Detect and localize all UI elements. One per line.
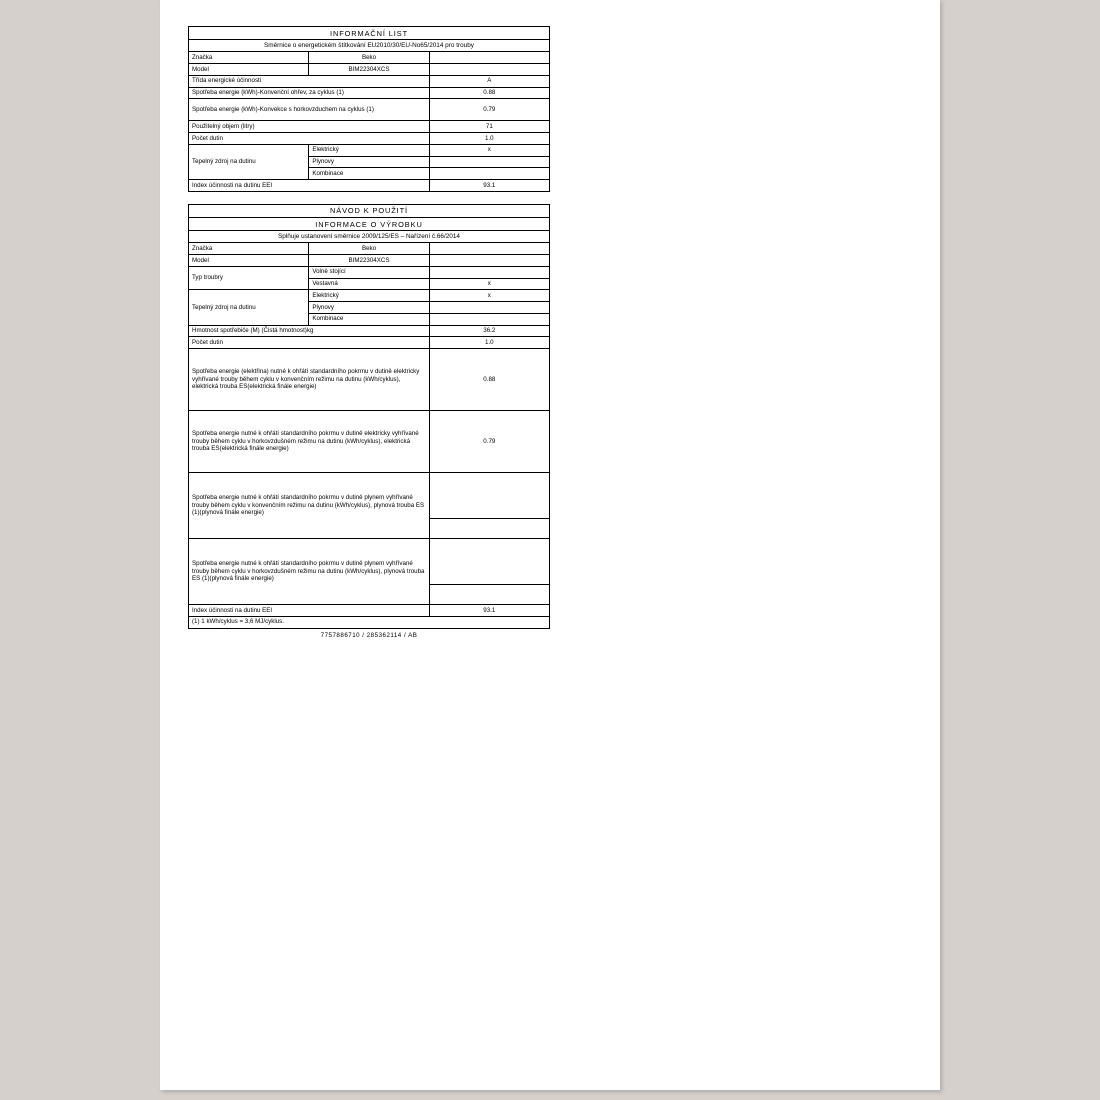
row-extra-model-2 — [429, 255, 549, 267]
table-row — [189, 99, 550, 121]
table-row — [189, 121, 550, 133]
row-label-model: Model — [189, 64, 309, 76]
footnote: (1) 1 kWh/cyklus = 3,6 MJ/cyklus. — [189, 616, 550, 628]
consumption-label-gas-conventional: Spotřeba energie nutné k ohřátí standardního pokrmu v dutině plynem vyhřívané trouby během cyklu v konvenčním režimu na dutinu (kWh/cyklus), plynová trouba ES (1)(plynová finále energie) — [189, 473, 430, 539]
oven-type-option-builtin: Vestavná — [309, 278, 429, 290]
document-body — [188, 26, 550, 639]
row-label-model-2: Model — [189, 255, 309, 267]
row-value-conventional: 0.88 — [429, 87, 549, 99]
consumption-label-gas-fan: Spotřeba energie nutné k ohřátí standardního pokrmu v dutině plynem vyhřívané trouby během cyklu v horkovzdušném režimu na dutinu (kWh/cyklus), plynová trouba ES (1)(plynová finále energie) — [189, 539, 430, 605]
table-row — [189, 243, 550, 255]
heat-source-mark-gas-2 — [429, 302, 549, 314]
row-value-fan-forced: 0.79 — [429, 99, 549, 121]
information-sheet-table — [188, 26, 550, 192]
eei-value: 93.1 — [429, 180, 549, 192]
sheet1-title: INFORMAČNÍ LIST — [189, 27, 550, 40]
heat-source-option-gas: Plynovy — [309, 156, 429, 168]
row-value-brand-2: Beko — [309, 243, 429, 255]
consumption-value-electric-fan: 0.79 — [429, 411, 549, 473]
heat-source-mark-electric: x — [429, 144, 549, 156]
heat-source-mark-gas — [429, 156, 549, 168]
sheet1-directive: Směrnice o energetickém štítkování EU2010/30/EU-No65/2014 pro trouby — [189, 40, 550, 52]
sheet2-directive: Splňuje ustanovení směrnice 2009/125/ES – Nařízení č.66/2014 — [189, 231, 550, 243]
consumption-value-electric-conventional: 0.88 — [429, 349, 549, 411]
cavities-value-2: 1.0 — [429, 337, 549, 349]
heat-source-mark-combi-2 — [429, 313, 549, 325]
table-row — [189, 411, 550, 473]
eei-label: Index účinnosti na dutinu EEI — [189, 180, 430, 192]
table-row — [189, 204, 550, 217]
eei-value-2: 93.1 — [429, 605, 549, 617]
row-value-model-2: BIM22304XCS — [309, 255, 429, 267]
sheet2-title: NÁVOD K POUŽITÍ — [189, 204, 550, 217]
cavities-label-2: Počet dutin — [189, 337, 430, 349]
mass-label: Hmotnost spotřebiče (M) (Čistá hmotnost)kg — [189, 325, 430, 337]
heat-source-label-2: Tepelný zdroj na dutinu — [189, 290, 309, 325]
table-row — [189, 75, 550, 87]
heat-source-option-electric-2: Elektrický — [309, 290, 429, 302]
table-spacer — [188, 192, 550, 204]
table-row — [189, 255, 550, 267]
row-value-cavities: 1.0 — [429, 133, 549, 145]
consumption-value-gas-conventional — [429, 473, 549, 519]
table-row — [189, 87, 550, 99]
table-row — [189, 64, 550, 76]
row-label-conventional: Spotřeba energie (kWh)-Konvenční ohřev, za cyklus (1) — [189, 87, 430, 99]
consumption-value-gas-conventional-blank — [429, 519, 549, 539]
row-extra-model — [429, 64, 549, 76]
heat-source-mark-electric-2: x — [429, 290, 549, 302]
heat-source-option-combi: Kombinace — [309, 168, 429, 180]
eei-label-2: Index účinnosti na dutinu EEI — [189, 605, 430, 617]
table-row — [189, 27, 550, 40]
table-row — [189, 349, 550, 411]
row-value-model: BIM22304XCS — [309, 64, 429, 76]
table-row — [189, 133, 550, 145]
table-row — [189, 231, 550, 243]
row-label-brand-2: Značka — [189, 243, 309, 255]
table-row — [189, 290, 550, 302]
oven-type-mark-freestanding — [429, 266, 549, 278]
row-value-volume: 71 — [429, 121, 549, 133]
oven-type-option-freestanding: Volně stojící — [309, 266, 429, 278]
table-row — [189, 144, 550, 156]
table-row — [189, 218, 550, 231]
consumption-value-gas-fan — [429, 539, 549, 585]
row-value-brand: Beko — [309, 52, 429, 64]
heat-source-mark-combi — [429, 168, 549, 180]
heat-source-label: Tepelný zdroj na dutinu — [189, 144, 309, 179]
row-extra-brand-2 — [429, 243, 549, 255]
oven-type-label: Typ troubry — [189, 266, 309, 290]
table-row — [189, 616, 550, 628]
table-row — [189, 539, 550, 585]
row-value-energy-class: A — [429, 75, 549, 87]
row-label-cavities: Počet dutin — [189, 133, 430, 145]
product-information-table — [188, 204, 550, 629]
table-row — [189, 325, 550, 337]
consumption-label-electric-fan: Spotřeba energie nutné k ohřátí standardního pokrmu v dutině elektricky vyhřívané trouby během cyklu v horkovzdušném režimu na dutinu (kWh/cyklus), elektrická trouba ES(elektrická finále energie) — [189, 411, 430, 473]
row-label-brand: Značka — [189, 52, 309, 64]
document-footer: 7757886710 / 285362114 / AB — [320, 631, 418, 639]
sheet2-subtitle: INFORMACE O VÝROBKU — [189, 218, 550, 231]
row-label-fan-forced: Spotřeba energie (kWh)-Konvekce s horkovzduchem na cyklus (1) — [189, 99, 430, 121]
heat-source-option-electric: Elektrický — [309, 144, 429, 156]
consumption-value-gas-fan-blank — [429, 585, 549, 605]
table-row — [189, 605, 550, 617]
mass-value: 36.2 — [429, 325, 549, 337]
row-label-energy-class: Třída energické účinnosti — [189, 75, 430, 87]
row-label-volume: Použitelný objem (litry) — [189, 121, 430, 133]
heat-source-option-gas-2: Plynovy — [309, 302, 429, 314]
table-row — [189, 40, 550, 52]
table-row — [189, 337, 550, 349]
heat-source-option-combi-2: Kombinace — [309, 313, 429, 325]
table-row — [189, 180, 550, 192]
row-extra-brand — [429, 52, 549, 64]
document-page — [160, 0, 940, 1090]
table-row — [189, 266, 550, 278]
consumption-label-electric-conventional: Spotřeba energie (elektřina) nutné k ohřátí standardního pokrmu v dutině elektricky vyhřívané trouby během cyklu v konvenčním režimu na dutinu (kWh/cyklus), elektrická trouba ES(elektrická finále energie) — [189, 349, 430, 411]
oven-type-mark-builtin: x — [429, 278, 549, 290]
table-row — [189, 473, 550, 519]
table-row — [189, 52, 550, 64]
